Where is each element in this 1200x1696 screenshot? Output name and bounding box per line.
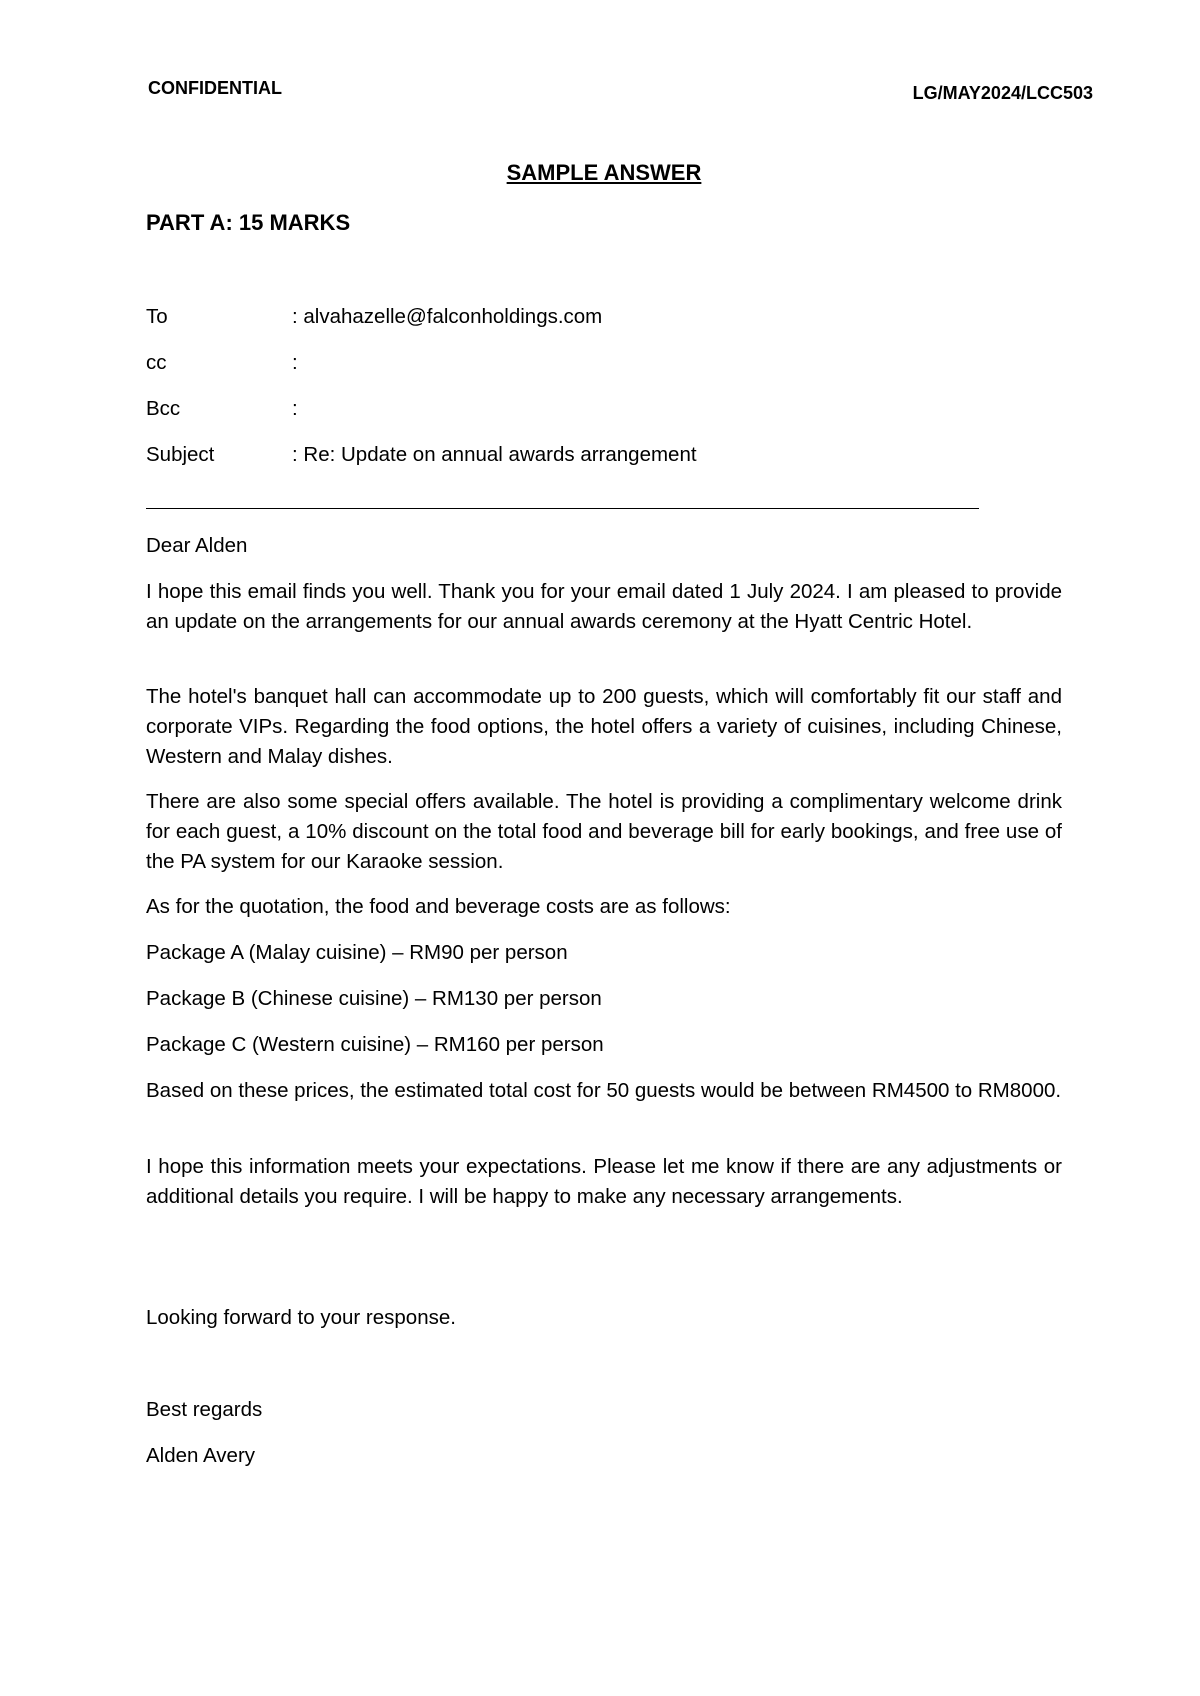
package-c: Package C (Western cuisine) – RM160 per person (146, 1033, 604, 1056)
email-cc-value: : (292, 351, 298, 374)
email-bcc-value: : (292, 397, 298, 420)
email-to-value: : alvahazelle@falconholdings.com (292, 305, 603, 328)
part-heading: PART A: 15 MARKS (146, 210, 351, 235)
email-to-row (146, 302, 602, 332)
email-bcc-label: Bcc (146, 397, 181, 420)
email-to-label: To (146, 305, 168, 328)
page-title: SAMPLE ANSWER (506, 160, 702, 185)
email-bcc-row (146, 394, 298, 424)
email-subject-label: Subject (146, 443, 215, 466)
closing-line: Looking forward to your response. (146, 1306, 456, 1329)
email-subject-row (146, 440, 697, 470)
paragraph-intro: I hope this email finds you well. Thank you for your email dated 1 July 2024. I am pleased to provide an update on the arrangements for our annual awards ceremony at the Hyatt Centric Hotel. (146, 580, 1062, 633)
paragraph-venue: The hotel's banquet hall can accommodate up to 200 guests, which will comfortably fit our staff and corporate VIPs. Regarding the food options, the hotel offers a variety of cuisines, including Chinese, Western and Malay dishes. (146, 685, 1062, 768)
email-subject-value: : Re: Update on annual awards arrangement (292, 443, 697, 466)
package-a: Package A (Malay cuisine) – RM90 per person (146, 941, 568, 964)
email-cc-label: cc (146, 351, 167, 374)
paragraph-offers: There are also some special offers available. The hotel is providing a complimentary welcome drink for each guest, a 10% discount on the total food and beverage bill for early bookings, and free use of the PA system for our Karaoke session. (146, 790, 1062, 873)
greeting: Dear Alden (146, 534, 248, 557)
paragraph-estimate: Based on these prices, the estimated total cost for 50 guests would be between RM4500 to RM8000. (146, 1079, 1062, 1102)
email-cc-row (146, 348, 298, 378)
paragraph-quotation: As for the quotation, the food and beverage costs are as follows: (146, 895, 731, 918)
confidential-label: CONFIDENTIAL (148, 78, 282, 98)
header-divider (146, 508, 979, 509)
signoff: Best regards (146, 1398, 263, 1421)
paragraph-closing: I hope this information meets your expectations. Please let me know if there are any adjustments or additional details you require. I will be happy to make any necessary arrangements. (146, 1155, 1062, 1208)
package-b: Package B (Chinese cuisine) – RM130 per person (146, 987, 602, 1010)
document-code: LG/MAY2024/LCC503 (912, 83, 1093, 103)
signature-name: Alden Avery (146, 1444, 256, 1467)
